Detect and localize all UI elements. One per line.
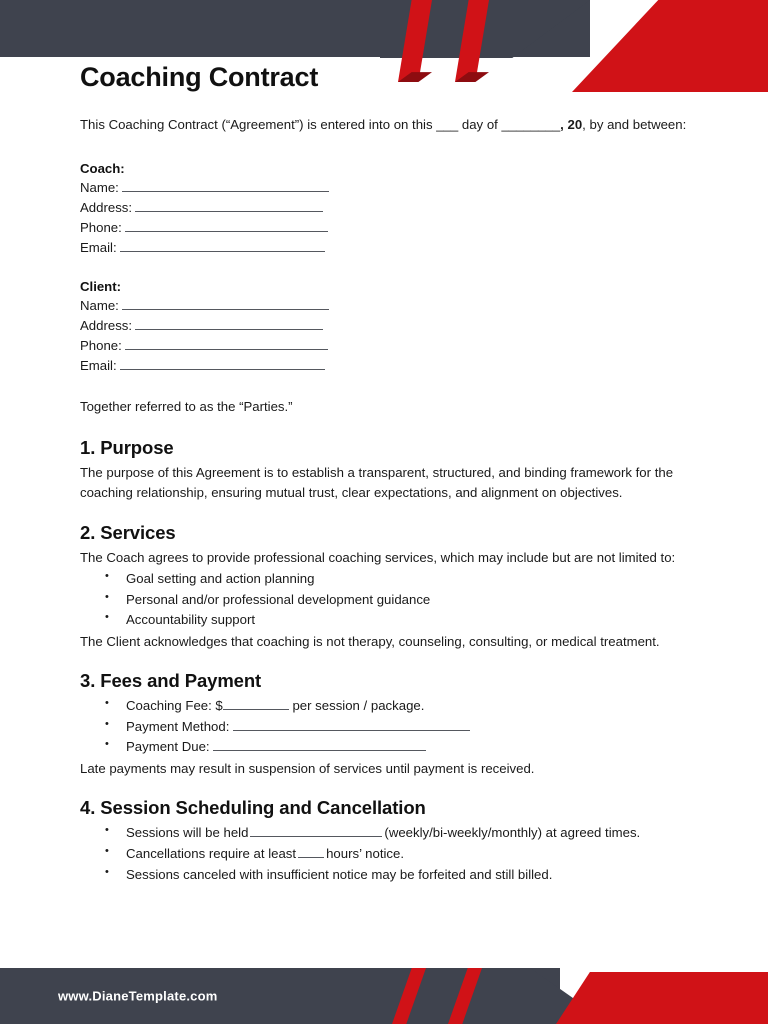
coach-phone-input-line[interactable] — [125, 218, 328, 232]
intro-year: , 20 — [560, 117, 583, 132]
section-body-purpose: The purpose of this Agreement is to establish a transparent, structured, and binding framework for the coaching relationship, ensuring mutual trust, clear expectations, and alignment on objectives. — [80, 465, 674, 501]
section-closing-fees: Late payments may result in suspension of services until payment is received. — [80, 761, 535, 776]
coach-address-input-line[interactable] — [135, 198, 323, 212]
payment-due-input-line[interactable] — [213, 738, 426, 751]
session-frequency-input-line[interactable] — [250, 824, 382, 837]
list-item-forfeited-sessions: • Sessions canceled with insufficient notice may be forfeited and still billed. — [126, 865, 688, 886]
coaching-fee-input-line[interactable] — [223, 697, 289, 710]
parties-statement: Together referred to as the “Parties.” — [80, 399, 293, 415]
session-frequency-prefix: Sessions will be held — [126, 825, 249, 841]
cancellation-notice-prefix: Cancellations require at least — [126, 845, 297, 861]
client-name-row — [80, 296, 688, 316]
section-purpose — [80, 437, 688, 504]
payment-method-input-line[interactable] — [233, 718, 470, 731]
list-item: • Goal setting and action planning — [126, 569, 688, 590]
coach-address-label: Address: — [80, 200, 133, 216]
services-bullet-list — [80, 569, 688, 631]
party-block-client — [80, 279, 688, 375]
client-phone-row — [80, 336, 688, 356]
party-block-coach — [80, 161, 688, 257]
client-name-input-line[interactable] — [122, 296, 329, 310]
coach-phone-label: Phone: — [80, 219, 122, 235]
client-email-input-line[interactable] — [120, 356, 325, 370]
client-address-label: Address: — [80, 318, 133, 334]
coaching-fee-suffix: per session / package. — [288, 698, 425, 714]
document-content — [80, 62, 688, 903]
client-name-label: Name: — [80, 298, 119, 314]
client-email-label: Email: — [80, 357, 117, 373]
intro-text-second: , by and between: — [582, 117, 687, 132]
list-item: • Personal and/or professional development guidance — [126, 590, 688, 611]
list-item: • Accountability support — [126, 610, 688, 631]
list-item-payment-due — [126, 737, 688, 758]
coaching-fee-label: Coaching Fee: $ — [126, 698, 223, 714]
coach-phone-row — [80, 218, 688, 238]
section-closing-services: The Client acknowledges that coaching is not therapy, counseling, consulting, or medical treatment. — [80, 633, 660, 649]
coach-name-row — [80, 178, 688, 198]
coach-email-label: Email: — [80, 239, 117, 255]
footer-banner — [0, 968, 768, 1024]
scheduling-bullet-list — [80, 823, 688, 885]
section-services — [80, 522, 688, 652]
list-item-cancellation-notice — [126, 844, 688, 865]
coach-address-row — [80, 198, 688, 218]
coach-email-row — [80, 238, 688, 258]
party-heading-client: Client: — [80, 279, 122, 295]
section-heading-services: 2. Services — [80, 521, 176, 543]
client-email-row — [80, 356, 688, 376]
coach-name-label: Name: — [80, 180, 119, 196]
section-heading-fees: 3. Fees and Payment — [80, 670, 262, 692]
cancellation-hours-input-line[interactable] — [298, 845, 324, 858]
coach-name-input-line[interactable] — [122, 178, 329, 192]
client-address-input-line[interactable] — [135, 316, 323, 330]
list-item-payment-method — [126, 717, 688, 738]
footer-red-panel — [556, 972, 768, 1024]
client-phone-label: Phone: — [80, 337, 122, 353]
payment-due-label: Payment Due: — [126, 739, 210, 755]
coach-email-input-line[interactable] — [120, 238, 325, 252]
intro-text-first: This Coaching Contract (“Agreement”) is entered into on this ___ day of ________ — [80, 117, 561, 132]
client-phone-input-line[interactable] — [125, 336, 328, 350]
section-fees — [80, 670, 688, 779]
page-title: Coaching Contract — [80, 62, 319, 92]
client-address-row — [80, 316, 688, 336]
payment-method-label: Payment Method: — [126, 718, 230, 734]
section-scheduling — [80, 797, 688, 885]
session-frequency-suffix: (weekly/bi-weekly/monthly) at agreed times. — [384, 825, 641, 841]
section-heading-scheduling: 4. Session Scheduling and Cancellation — [80, 797, 426, 819]
list-item-coaching-fee — [126, 696, 688, 717]
fees-bullet-list — [80, 696, 688, 758]
list-item-session-frequency — [126, 823, 688, 844]
section-intro-services: The Coach agrees to provide professional coaching services, which may include but are not limited to: — [80, 549, 676, 565]
footer-website-url[interactable]: www.DianeTemplate.com — [58, 988, 218, 1004]
cancellation-notice-suffix: hours’ notice. — [326, 845, 405, 861]
party-heading-coach: Coach: — [80, 161, 125, 177]
section-heading-purpose: 1. Purpose — [80, 437, 174, 459]
intro-paragraph — [80, 115, 688, 135]
